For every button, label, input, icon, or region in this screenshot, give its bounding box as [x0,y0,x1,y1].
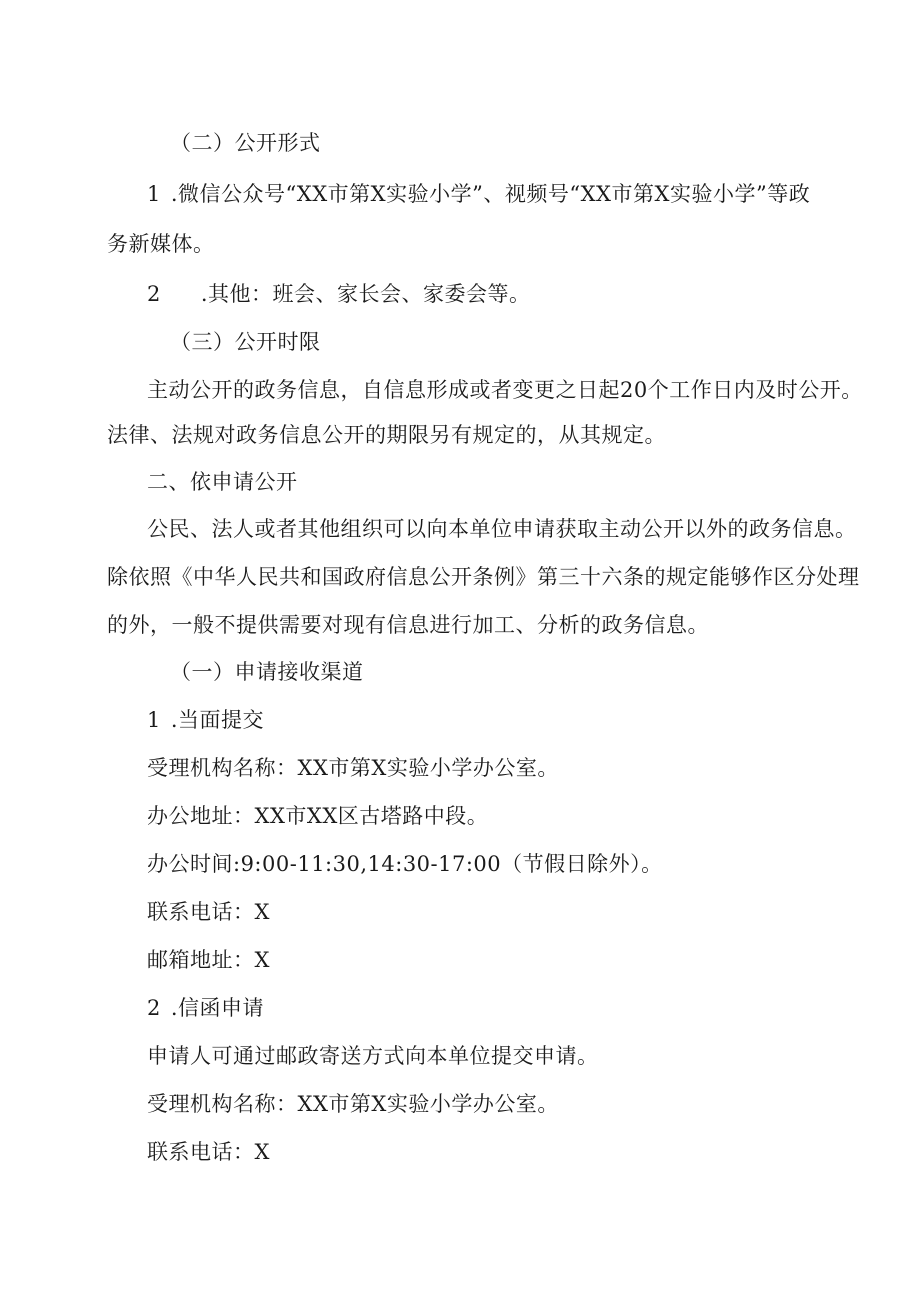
section-heading-channels: （一）申请接收渠道 [170,660,364,684]
list-item-text: .当面提交 [170,708,265,732]
paragraph-line: 的外，一般不提供需要对现有信息进行加工、分析的政务信息。 [107,613,709,637]
list-item-number: 1 [147,182,161,206]
paragraph-line: 除依照《中华人民共和国政府信息公开条例》第三十六条的规定能够作区分处理 [107,565,860,589]
list-item-text: .其他：班会、家长会、家委会等。 [200,282,531,306]
list-item-number: 2 [147,996,161,1020]
list-item-continuation: 务新媒体。 [107,232,215,256]
paragraph-line: 主动公开的政务信息，自信息形成或者变更之日起20个工作日内及时公开。 [147,378,863,402]
address-line: 办公地址：XX市XX区古塔路中段。 [147,804,489,828]
email-line: 邮箱地址：X [147,948,270,972]
list-item-number: 1 [147,708,161,732]
list-item-in-person [147,710,264,731]
paragraph-line: 法律、法规对政务信息公开的期限另有规定的，从其规定。 [107,423,666,447]
list-item-text: .信函申请 [170,996,265,1020]
list-item-other [147,284,531,305]
org-name-line: 受理机构名称：XX市第X实验小学办公室。 [147,756,559,780]
phone-line: 联系电话：X [147,900,270,924]
org-name-line: 受理机构名称：XX市第X实验小学办公室。 [147,1092,559,1116]
paragraph-line: 公民、法人或者其他组织可以向本单位申请获取主动公开以外的政务信息。 [147,517,857,541]
list-item-text: .微信公众号“XX市第X实验小学”、视频号“XX市第X实验小学”等政 [170,182,811,206]
phone-line: 联系电话：X [147,1140,270,1164]
list-item-letter [147,998,264,1019]
list-item-number: 2 [147,282,161,306]
section-heading-disclosure-form: （二）公开形式 [170,131,321,155]
office-hours-line: 办公时间:9:00-11:30,14:30-17:00（节假日除外）。 [147,852,663,876]
section-heading-on-request: 二、依申请公开 [147,470,298,494]
list-item-wechat [147,184,810,205]
letter-description-line: 申请人可通过邮政寄送方式向本单位提交申请。 [147,1044,599,1068]
section-heading-disclosure-period: （三）公开时限 [170,330,321,354]
